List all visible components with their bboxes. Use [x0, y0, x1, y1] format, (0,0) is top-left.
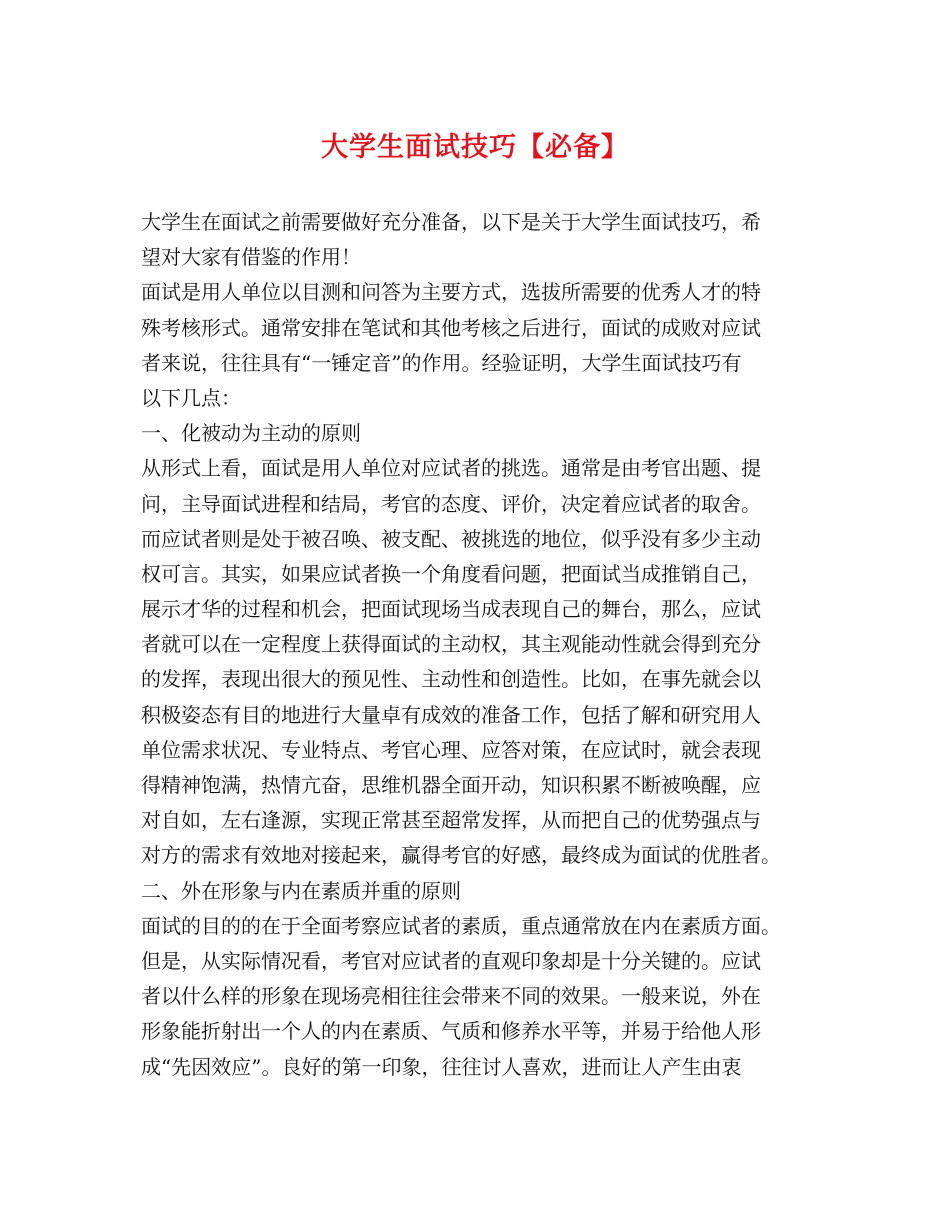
text-line: 殊考核形式。通常安排在笔试和其他考核之后进行，面试的成败对应试: [141, 315, 761, 340]
text-line: 对自如，左右逢源，实现正常甚至超常发挥，从而把自己的优势强点与: [141, 808, 761, 833]
text-line: 的发挥，表现出很大的预见性、主动性和创造性。比如，在事先就会以: [141, 667, 761, 692]
text-line: 成“先因效应”。良好的第一印象，往往讨人喜欢，进而让人产生由衷: [141, 1054, 742, 1079]
text-line: 但是，从实际情况看，考官对应试者的直观印象却是十分关键的。应试: [141, 948, 761, 973]
document-body: [141, 205, 831, 1085]
text-line: 望对大家有借鉴的作用！: [141, 245, 361, 270]
section-heading: 一、化被动为主动的原则: [141, 421, 361, 446]
text-line: 积极姿态有目的地进行大量卓有成效的准备工作，包括了解和研究用人: [141, 702, 761, 727]
text-line: 面试的目的的在于全面考察应试者的素质，重点通常放在内在素质方面。: [141, 913, 781, 938]
text-line: 大学生在面试之前需要做好充分准备，以下是关于大学生面试技巧，希: [141, 210, 761, 234]
text-line: 展示才华的过程和机会，把面试现场当成表现自己的舞台，那么，应试: [141, 597, 761, 622]
text-line: 从形式上看，面试是用人单位对应试者的挑选。通常是由考官出题、提: [141, 456, 761, 481]
text-line: 而应试者则是处于被召唤、被支配、被挑选的地位，似乎没有多少主动: [141, 526, 761, 551]
text-line: 权可言。其实，如果应试者换一个角度看问题，把面试当成推销自己，: [141, 561, 761, 586]
text-line: 者来说，往往具有“一锤定音”的作用。经验证明，大学生面试技巧有: [141, 350, 742, 375]
text-line: 形象能折射出一个人的内在素质、气质和修养水平等，并易于给他人形: [141, 1019, 761, 1044]
document-title: 大学生面试技巧【必备】: [321, 132, 629, 163]
text-line: 单位需求状况、专业特点、考官心理、应答对策，在应试时，就会表现: [141, 737, 761, 762]
text-line: 问，主导面试进程和结局，考官的态度、评价，决定着应试者的取舍。: [141, 491, 761, 516]
text-line: 者以什么样的形象在现场亮相往往会带来不同的效果。一般来说，外在: [141, 984, 761, 1009]
text-line: 者就可以在一定程度上获得面试的主动权，其主观能动性就会得到充分: [141, 632, 761, 657]
text-line: 面试是用人单位以目测和问答为主要方式，选拔所需要的优秀人才的特: [141, 280, 761, 305]
text-line: 对方的需求有效地对接起来，赢得考官的好感，最终成为面试的优胜者。: [141, 843, 781, 868]
text-line: 以下几点：: [141, 385, 241, 410]
section-heading: 二、外在形象与内在素质并重的原则: [141, 878, 461, 903]
text-line: 得精神饱满，热情亢奋，思维机器全面开动，知识积累不断被唤醒，应: [141, 773, 761, 797]
